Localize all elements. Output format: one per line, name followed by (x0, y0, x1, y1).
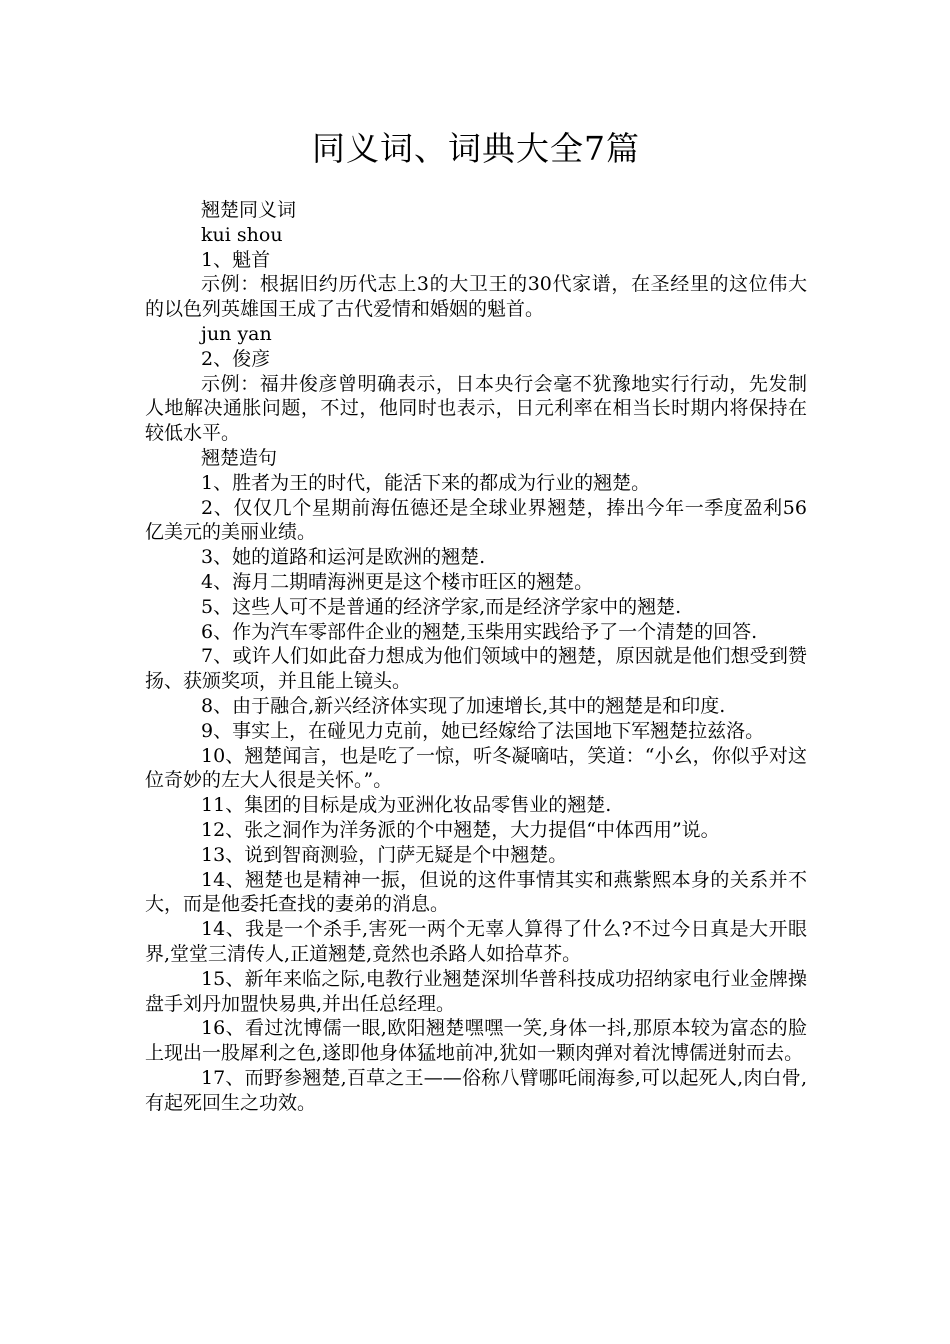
paragraph: 3、她的道路和运河是欧洲的翘楚. (201, 546, 486, 569)
paragraph: 14、我是一个杀手,害死一两个无辜人算得了什么?不过今日真是大开眼界,堂堂三清传人,正道翘楚,竟然也杀路人如拾草芥。 (145, 918, 807, 965)
paragraph: 17、而野参翘楚,百草之王——俗称八臂哪吒闹海参,可以起死人,肉白骨,有起死回生之功效。 (145, 1066, 807, 1114)
paragraph: 11、集团的目标是成为亚洲化妆品零售业的翘楚. (201, 794, 612, 817)
paragraph: 13、说到智商测验，门萨无疑是个中翘楚。 (201, 843, 568, 866)
paragraph: 示例：根据旧约历代志上3的大卫王的30代家谱，在圣经里的这位伟大的以色列英雄国王成了古代爱情和婚姻的魁首。 (145, 273, 807, 321)
paragraph: 7、或许人们如此奋力想成为他们领域中的翘楚，原因就是他们想受到赞扬、获颁奖项，并且能上镜头。 (145, 645, 807, 693)
paragraph: 14、翘楚也是精神一振，但说的这件事情其实和燕紫熙本身的关系并不大，而是他委托查找的妻弟的消息。 (145, 868, 807, 916)
paragraph: 翘楚同义词 (201, 199, 297, 221)
paragraph: 8、由于融合,新兴经济体实现了加速增长,其中的翘楚是和印度. (201, 694, 726, 717)
paragraph: 6、作为汽车零部件企业的翘楚,玉柴用实践给予了一个清楚的回答. (201, 620, 758, 643)
paragraph: 15、新年来临之际,电教行业翘楚深圳华普科技成功招纳家电行业金牌操盘手刘丹加盟快易典,并出任总经理。 (145, 967, 807, 1015)
paragraph: 示例：福井俊彦曾明确表示，日本央行会毫不犹豫地实行行动，先发制人地解决通胀问题，不过，他同时也表示，日元利率在相当长时期内将保持在较低水平。 (145, 372, 807, 445)
paragraph: 5、这些人可不是普通的经济学家,而是经济学家中的翘楚. (201, 595, 682, 618)
document-page (145, 0, 807, 1344)
paragraph: 1、魁首 (201, 248, 271, 271)
paragraph: 翘楚造句 (201, 446, 278, 469)
document-body (145, 198, 807, 1115)
paragraph: 16、看过沈博儒一眼,欧阳翘楚嘿嘿一笑,身体一抖,那原本较为富态的脸上现出一股犀利之色,遂即他身体猛地前冲,犹如一颗肉弹对着沈博儒迸射而去。 (145, 1017, 807, 1065)
paragraph: kui shou (201, 223, 283, 246)
paragraph: 1、胜者为王的时代，能活下来的都成为行业的翘楚。 (201, 471, 651, 494)
paragraph: 10、翘楚闻言，也是吃了一惊，听冬凝嘀咕，笑道：“小幺，你似乎对这位奇妙的左大人很是关怀。”。 (145, 744, 807, 792)
document-title: 同义词、词典大全7篇 (312, 129, 640, 168)
paragraph: 12、张之洞作为洋务派的个中翘楚，大力提倡“中体西用”说。 (201, 818, 720, 841)
paragraph: 2、仅仅几个星期前海伍德还是全球业界翘楚，捧出今年一季度盈利56亿美元的美丽业绩。 (145, 496, 807, 544)
paragraph: jun yan (201, 322, 272, 345)
paragraph: 4、海月二期晴海洲更是这个楼市旺区的翘楚。 (201, 570, 594, 593)
paragraph: 9、事实上，在碰见力克前，她已经嫁给了法国地下军翘楚拉兹洛。 (201, 719, 765, 742)
paragraph: 2、俊彦 (201, 347, 271, 370)
